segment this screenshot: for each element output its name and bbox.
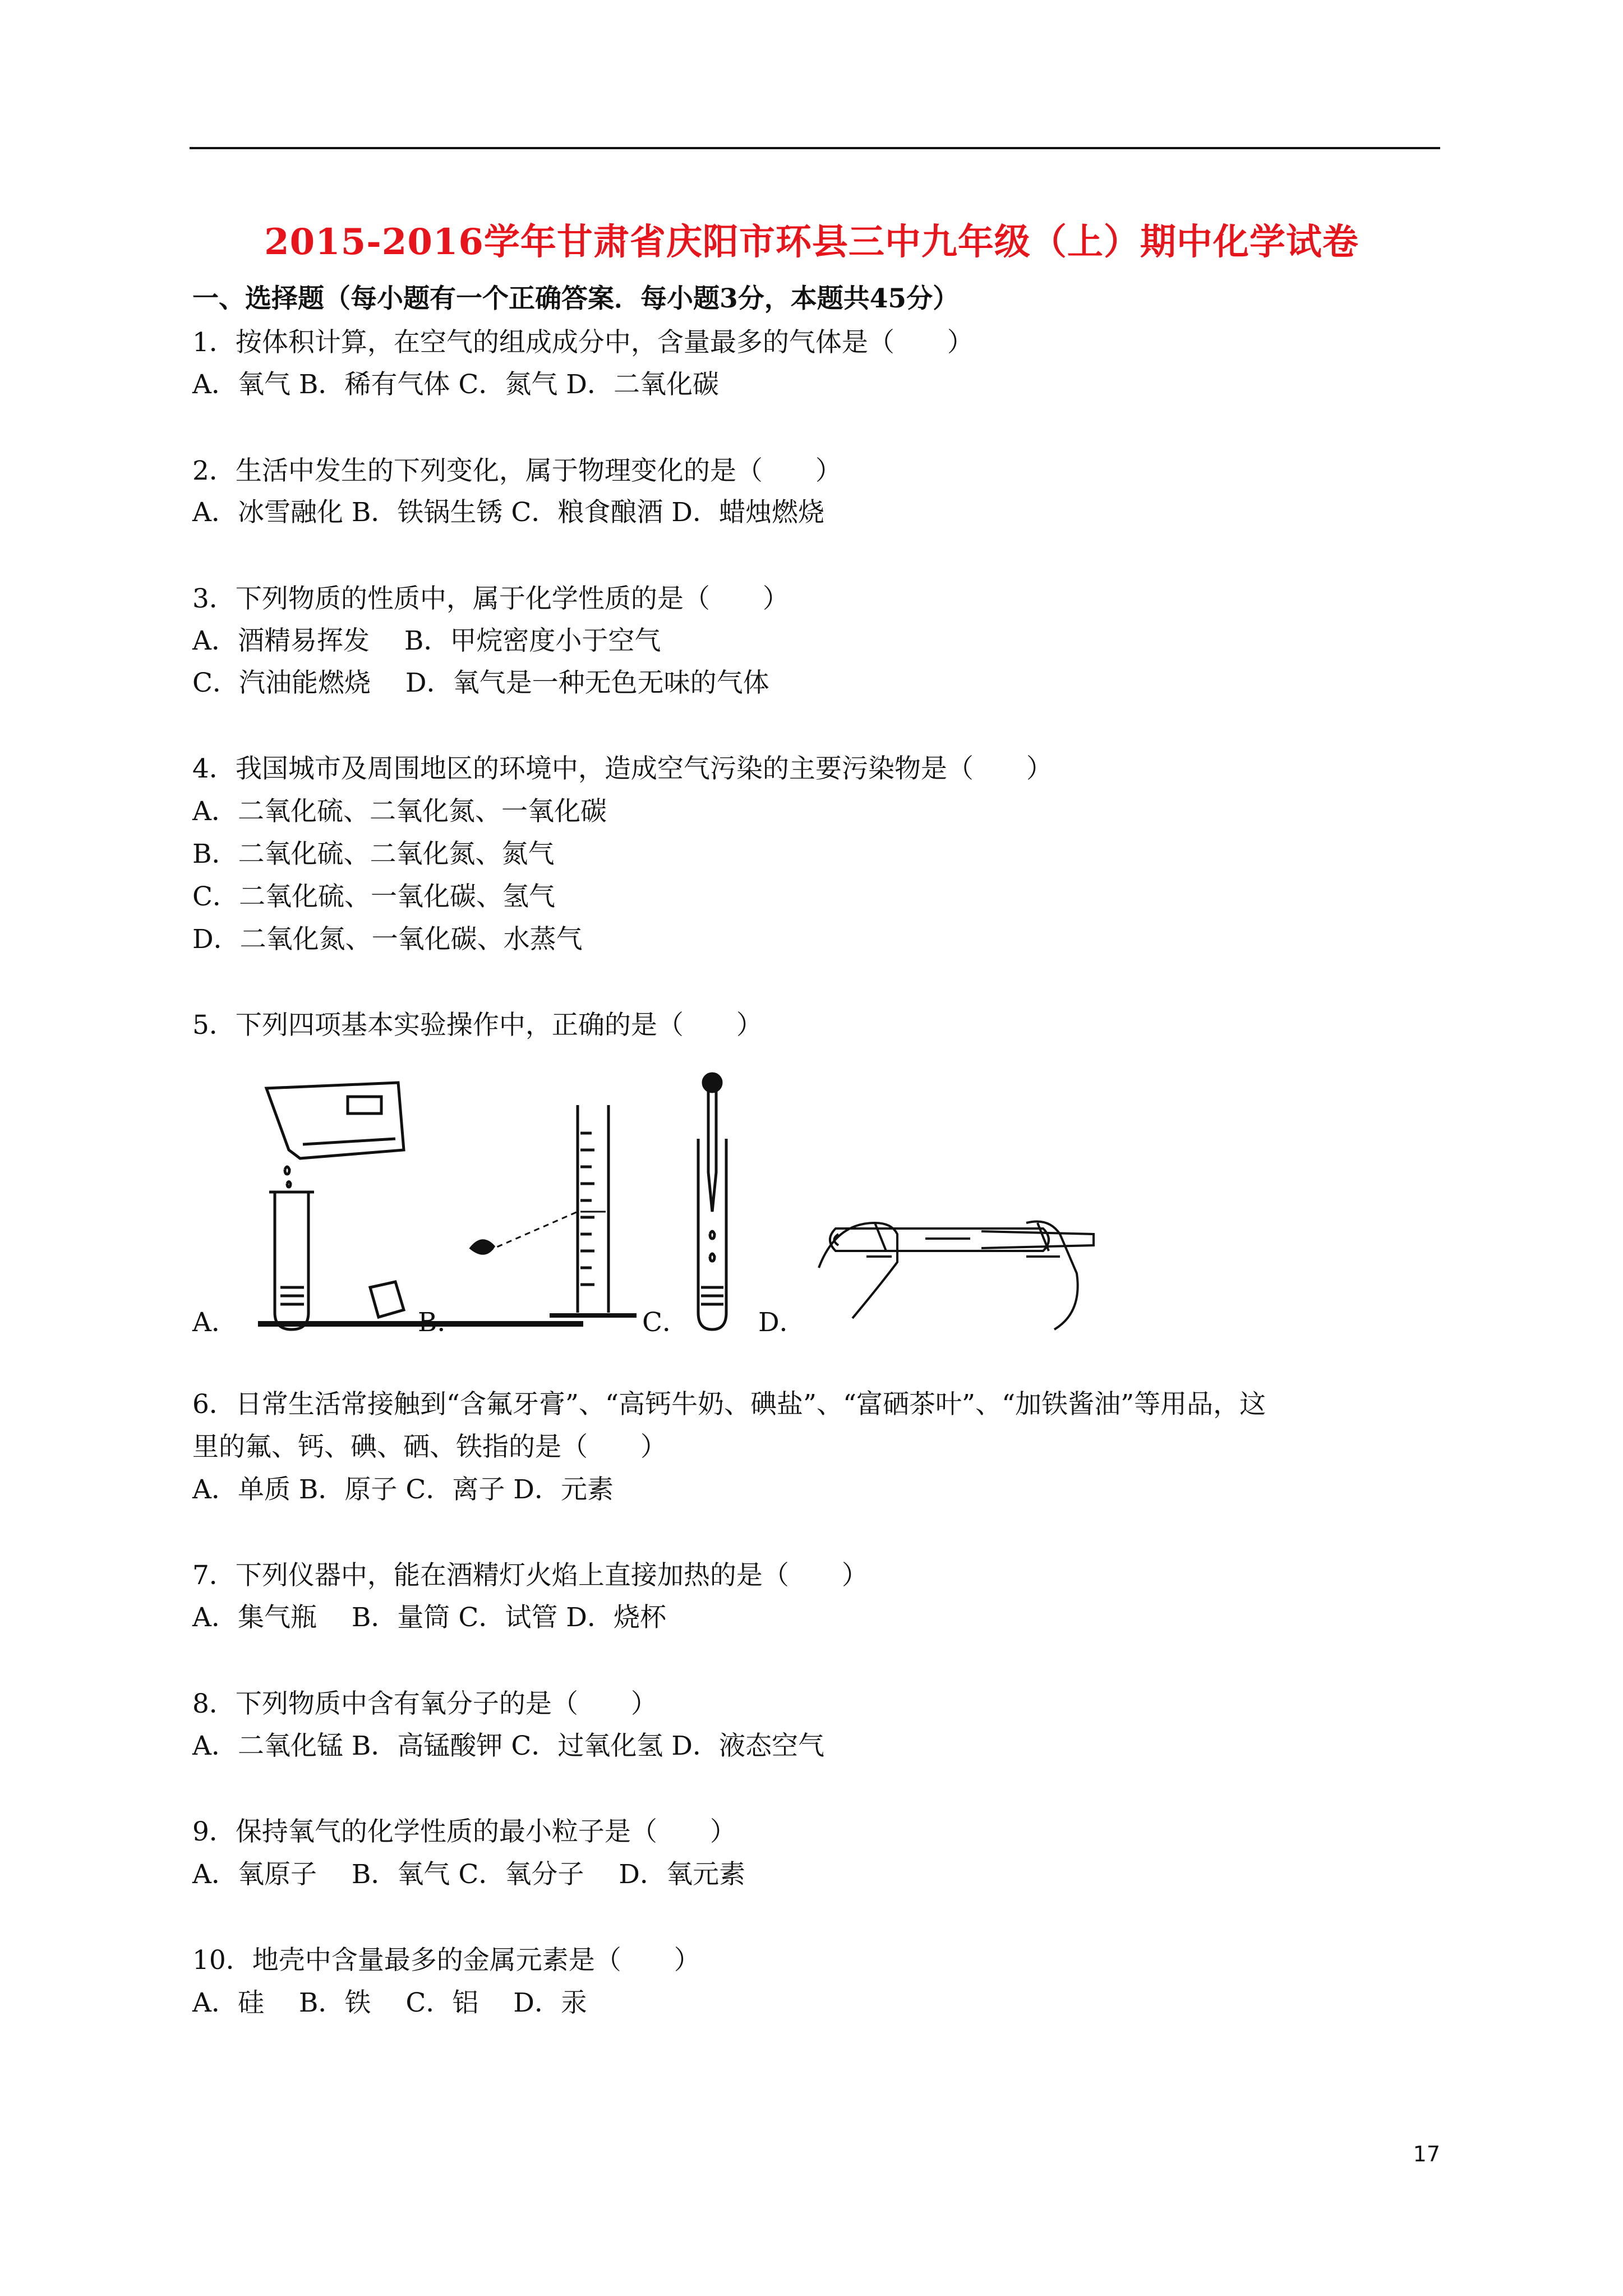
question-2-stem: 2．生活中发生的下列变化，属于物理变化的是（ ） bbox=[192, 455, 842, 486]
question-8-options: A．二氧化锰 B．高锰酸钾 C．过氧化氢 D．液态空气 bbox=[192, 1731, 824, 1761]
question-3-options-2: C．汽油能燃烧 D．氧气是一种无色无味的气体 bbox=[192, 668, 769, 698]
question-10-options: A．硅 B．铁 C．铝 D．汞 bbox=[192, 1987, 587, 2018]
figure-label-b: B． bbox=[418, 1307, 464, 1338]
figure-label-a: A． bbox=[192, 1307, 238, 1338]
figure-label-c: C． bbox=[642, 1307, 689, 1338]
question-4-option-b: B．二氧化硫、二氧化氮、氮气 bbox=[192, 839, 555, 869]
question-2-options: A．冰雪融化 B．铁锅生锈 C．粮食酿酒 D．蜡烛燃烧 bbox=[192, 497, 824, 528]
section-heading: 一、选择题（每小题有一个正确答案．每小题3分，本题共45分） bbox=[192, 283, 960, 314]
question-8-stem: 8．下列物质中含有氧分子的是（ ） bbox=[192, 1688, 657, 1719]
question-4-option-d: D．二氧化氮、一氧化碳、水蒸气 bbox=[192, 924, 583, 955]
question-1-options: A．氧气 B．稀有气体 C．氮气 D．二氧化碳 bbox=[192, 369, 719, 400]
question-9-stem: 9．保持氧气的化学性质的最小粒子是（ ） bbox=[192, 1816, 736, 1847]
question-5-figure bbox=[185, 1066, 1105, 1346]
question-10-stem: 10．地壳中含量最多的金属元素是（ ） bbox=[192, 1945, 700, 1976]
graduated-cylinder-illustration bbox=[465, 1099, 679, 1335]
page-title: 2015-2016学年甘肃省庆阳市环县三中九年级（上）期中化学试卷 bbox=[264, 221, 1359, 263]
question-4-stem: 4．我国城市及周围地区的环境中，造成空气污染的主要污染物是（ ） bbox=[192, 753, 1053, 784]
question-6-options: A．单质 B．原子 C．离子 D．元素 bbox=[192, 1474, 614, 1505]
page-number: 17 bbox=[1413, 2142, 1440, 2166]
dropper-test-tube-illustration bbox=[684, 1066, 763, 1335]
question-6-stem-1: 6．日常生活常接触到“含氟牙膏”、“高钙牛奶、碘盐”、“富硒茶叶”、“加铁酱油”等用品，这 bbox=[192, 1389, 1266, 1420]
question-7-stem: 7．下列仪器中，能在酒精灯火焰上直接加热的是（ ） bbox=[192, 1560, 868, 1591]
question-6-stem-2: 里的氟、钙、碘、硒、铁指的是（ ） bbox=[192, 1432, 667, 1462]
question-5-stem: 5．下列四项基本实验操作中，正确的是（ ） bbox=[192, 1010, 763, 1041]
question-3-options-1: A．酒精易挥发 B．甲烷密度小于空气 bbox=[192, 625, 661, 656]
question-3-stem: 3．下列物质的性质中，属于化学性质的是（ ） bbox=[192, 583, 789, 614]
question-1-stem: 1．按体积计算，在空气的组成成分中，含量最多的气体是（ ） bbox=[192, 327, 974, 358]
question-4-option-a: A．二氧化硫、二氧化氮、一氧化碳 bbox=[192, 796, 607, 827]
question-7-options: A．集气瓶 B．量筒 C．试管 D．烧杯 bbox=[192, 1602, 666, 1633]
question-9-options: A．氧原子 B．氧气 C．氧分子 D．氧元素 bbox=[192, 1859, 745, 1890]
holding-test-tube-illustration bbox=[813, 1189, 1105, 1335]
figure-label-d: D． bbox=[758, 1307, 806, 1338]
header-rule bbox=[190, 147, 1440, 149]
question-4-option-c: C．二氧化硫、一氧化碳、氢气 bbox=[192, 881, 555, 912]
